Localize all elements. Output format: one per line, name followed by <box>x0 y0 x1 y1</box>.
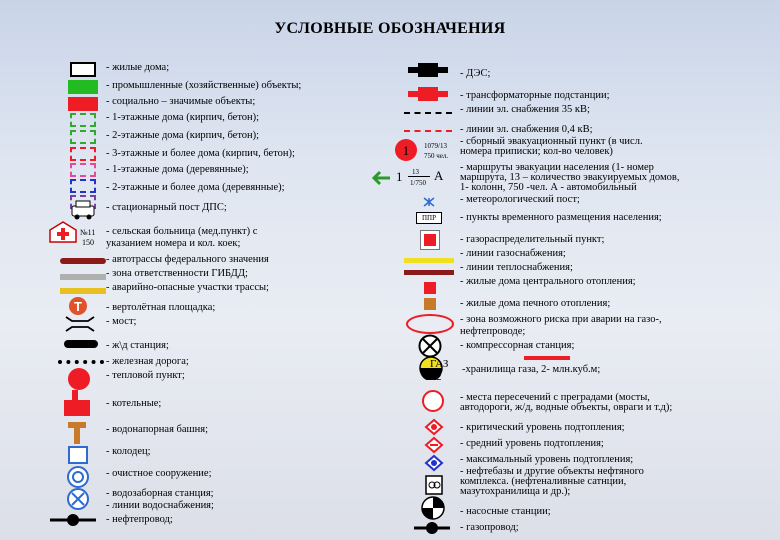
right-legend-label: - критический уровень подтопления; <box>460 422 625 433</box>
left-legend-label: - тепловой пункт; <box>106 370 185 381</box>
temp-housing-icon: ППР <box>416 212 442 224</box>
gas-point-inner-icon <box>424 234 436 246</box>
left-legend-label: - аварийно-опасные участки трассы; <box>106 282 269 293</box>
right-legend-label: - линии эл. снабжения 35 кВ; <box>460 104 590 115</box>
hospital-icon <box>48 220 78 244</box>
flood-critical-icon <box>424 418 444 436</box>
hospital-number: №11 <box>80 228 96 237</box>
right-legend-label: - трансформаторные подстанции; <box>460 90 610 101</box>
left-legend-label: - вертолётная площадка; <box>106 302 216 313</box>
left-legend-label: - очистное сооружение; <box>106 468 212 479</box>
railway-icon <box>58 360 104 364</box>
danger-road-icon <box>60 288 106 294</box>
well-icon <box>68 446 88 464</box>
right-legend-label: - места пересечений с преградами (мосты, <box>460 392 650 403</box>
power-35kv-icon <box>404 112 452 114</box>
right-legend-label: - маршруты эвакуации населения (1- номер <box>460 162 654 173</box>
left-legend-label: - водозаборная станция; <box>106 488 214 499</box>
left-legend-label: - 1-этажные дома (кирпич, бетон); <box>106 112 260 123</box>
brick-2-floor-icon <box>70 147 96 161</box>
left-legend-label: - котельные; <box>106 398 162 409</box>
left-legend-label: - промышленные (хозяйственные) объекты; <box>106 80 302 91</box>
left-legend-label: - нефтепровод; <box>106 514 173 525</box>
svg-text:Т: Т <box>74 299 82 314</box>
right-legend-label: нефтепроводе; <box>460 326 526 337</box>
right-legend-label: - газораспределительный пункт; <box>460 234 605 245</box>
right-legend-label: -хранилища газа, 2- млн.куб.м; <box>462 364 601 375</box>
compressor-icon <box>418 334 442 358</box>
gas-storage-bar-icon <box>524 356 570 360</box>
right-legend-label: - линии теплоснабжения; <box>460 262 573 273</box>
right-legend-label: - жилые дома печного отопления; <box>460 298 611 309</box>
brick-1-floor-icon <box>70 113 96 127</box>
right-legend-label: мазутохранилища и др.); <box>460 486 571 497</box>
flood-max-icon <box>424 454 444 472</box>
right-legend-label: - жилые дома центрального отопления; <box>460 276 636 287</box>
social-object-icon <box>68 97 98 111</box>
gas-line-icon <box>404 258 454 263</box>
left-legend-label: - железная дорога; <box>106 356 189 367</box>
dps-post-icon <box>70 198 96 220</box>
crossing-icon <box>422 390 444 412</box>
left-legend-label: - ж\д станция; <box>106 340 169 351</box>
left-legend-label: - 2-этажные и более дома (деревянные); <box>106 182 285 193</box>
bridge-icon <box>64 315 96 333</box>
left-legend-label: - мост; <box>106 316 137 327</box>
page-title: УСЛОВНЫЕ ОБОЗНАЧЕНИЯ <box>274 20 506 37</box>
right-legend-label: - максимальный уровень подтопления; <box>460 454 634 465</box>
right-legend-label: - метеорологический пост; <box>460 194 580 205</box>
gas-storage-num: 2 <box>436 371 442 383</box>
brick-1b-icon <box>70 130 96 144</box>
right-legend-label: - сборный эвакуационный пункт (в числ. <box>460 136 643 147</box>
route-type: А <box>434 168 444 183</box>
central-heating-icon <box>424 282 436 294</box>
right-legend-label: - ДЭС; <box>460 68 491 79</box>
wood-1-floor-icon <box>70 179 96 193</box>
right-legend-label: - линии эл. снабжения 0,4 кВ; <box>460 124 593 135</box>
right-legend-label: - пункты временного размещения населения; <box>460 212 662 223</box>
left-legend-label: - 1-этажные дома (деревянные); <box>106 164 249 175</box>
risk-zone-icon <box>406 314 454 334</box>
route-columns: 1/750 <box>410 179 426 187</box>
diesel-station-icon <box>408 62 448 78</box>
residential-icon <box>70 62 96 77</box>
right-legend-label: - компрессорная станция; <box>460 340 575 351</box>
heat-point-icon <box>68 368 90 390</box>
left-legend-label: - жилые дома; <box>106 62 170 73</box>
left-legend-label: - зона ответственности ГИБДД; <box>106 268 248 279</box>
boiler-icon <box>62 388 92 418</box>
right-legend-label: 1- колонн, 750 -чел. А - автомобильный <box>460 182 637 193</box>
right-legend-label: - линии газоснабжения; <box>460 248 566 259</box>
water-tower-icon <box>66 420 88 446</box>
left-legend-label: - водонапорная башня; <box>106 424 208 435</box>
oil-depot-icon <box>424 474 444 496</box>
right-legend-label: комплекса. (нефтеналивные сатнции, <box>460 476 627 487</box>
left-legend-label: - линии водоснабжения; <box>106 500 214 511</box>
left-legend-label: - 3-этажные и более дома (кирпич, бетон); <box>106 148 295 159</box>
stove-heating-icon <box>424 298 436 310</box>
pump-station-icon <box>420 496 446 520</box>
power-04kv-icon <box>404 130 452 132</box>
evac-people: 750 чел. <box>424 152 449 160</box>
svg-text:1: 1 <box>402 143 410 158</box>
right-legend-label: маршрута, 13 – количество эвакуируемых домов, <box>460 172 680 183</box>
right-legend-label: - зона возможного риска при аварии на газо-, <box>460 314 662 325</box>
helipad-icon <box>68 296 88 316</box>
railway-station-icon <box>64 340 98 348</box>
left-legend-label: - стационарный пост ДПС; <box>106 202 227 213</box>
transformer-icon <box>408 86 448 102</box>
hospital-beds: 150 <box>82 238 94 247</box>
oil-pipeline-icon <box>48 512 98 528</box>
left-legend-label: - сельская больница (мед.пункт) с <box>106 226 258 237</box>
right-legend-label: автодороги, ж/д, водные объекты, овраги и т.д); <box>460 402 673 413</box>
evac-number: 1079/13 <box>424 142 447 150</box>
industrial-icon <box>68 80 98 94</box>
water-intake-icon <box>66 488 90 510</box>
treatment-icon <box>66 466 90 488</box>
federal-road-icon <box>60 258 106 264</box>
left-legend-label: - автотрассы федерального значения <box>106 254 269 265</box>
right-legend-label: - средний уровень подтопления; <box>460 438 604 449</box>
heat-line-icon <box>404 270 454 275</box>
left-legend-label: - социально – значимые объекты; <box>106 96 256 107</box>
evac-point-icon <box>394 138 418 162</box>
right-legend-label: - нефтебазы и другие объекты нефтяного <box>460 466 644 477</box>
flood-medium-icon <box>424 436 444 454</box>
evac-route-icon <box>370 168 392 188</box>
gas-storage-label: ГАЗ <box>430 358 449 370</box>
brick-3-floor-icon <box>70 163 96 177</box>
gas-pipeline-icon <box>412 520 452 536</box>
right-legend-label: - газопровод; <box>460 522 519 533</box>
meteo-post-icon <box>422 196 436 208</box>
route-houses: 13 <box>412 168 419 176</box>
left-legend-label: - 2-этажные дома (кирпич, бетон); <box>106 130 260 141</box>
gibdd-zone-icon <box>60 274 106 280</box>
right-legend-label: - насосные станции; <box>460 506 551 517</box>
left-legend-label: указанием номера и кол. коек; <box>106 238 241 249</box>
left-legend-label: - колодец; <box>106 446 151 457</box>
route-number: 1 <box>396 169 403 184</box>
right-legend-label: номера приписки; кол-во человек) <box>460 146 613 157</box>
